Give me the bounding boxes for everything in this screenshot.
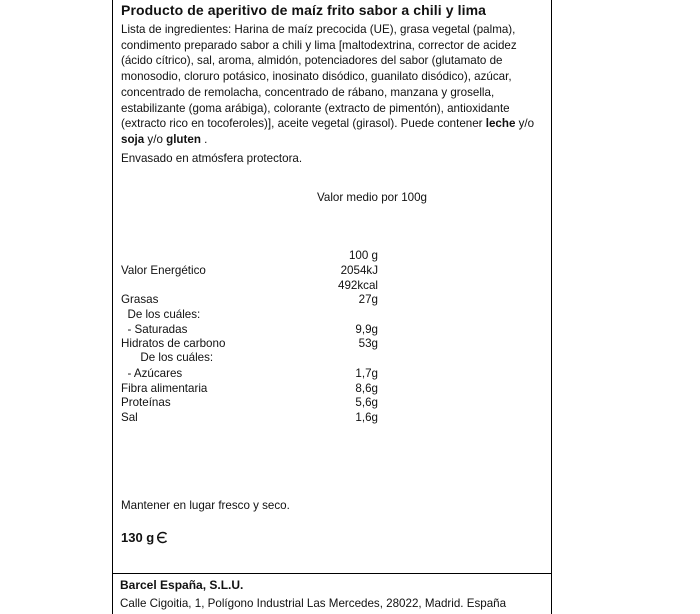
nutrition-row — [121, 395, 541, 410]
company-address: Calle Cigoitia, 1, Polígono Industrial Las Mercedes, 28022, Madrid. España — [120, 597, 507, 610]
nutrition-value: 1,7g — [355, 367, 378, 380]
nutrition-row — [121, 278, 541, 293]
product-title: Producto de aperitivo de maíz frito sabor a chili y lima — [121, 2, 487, 18]
nutrition-row — [121, 322, 541, 337]
nutrition-row — [121, 292, 541, 307]
nutrition-value: 9,9g — [355, 323, 378, 336]
nutrition-value: 1,6g — [355, 411, 378, 424]
net-weight — [121, 530, 169, 545]
nutrition-row — [121, 307, 541, 322]
product-label — [112, 0, 552, 614]
nutrition-row — [121, 366, 541, 381]
nutrition-row — [121, 336, 541, 351]
nutrition-value: 492kcal — [338, 279, 378, 292]
ingredients-end: . — [200, 132, 208, 146]
company-name: Barcel España, S.L.U. — [120, 578, 244, 592]
nutrition-value: 5,6g — [355, 396, 378, 409]
packaging-note: Envasado en atmósfera protectora. — [121, 152, 303, 165]
nutrition-value: 2054kJ — [340, 264, 378, 277]
nutrition-value: 8,6g — [355, 382, 378, 395]
nutrition-subtitle: Valor medio por 100g — [317, 191, 427, 204]
net-weight-value: 130 g — [121, 530, 155, 545]
nutrition-label: - Azúcares — [121, 367, 183, 380]
nutrition-label: De los cuáles: — [121, 351, 214, 364]
nutrition-value: 53g — [358, 337, 378, 350]
allergen-leche: leche — [485, 117, 516, 131]
ingredients-sep-2: y/o — [144, 132, 167, 146]
nutrition-label: - Saturadas — [121, 323, 188, 336]
nutrition-label: Sal — [121, 411, 138, 424]
ingredients-list — [121, 22, 549, 148]
nutrition-row — [121, 350, 541, 365]
ingredients-sep-1: y/o — [515, 117, 535, 131]
nutrition-row — [121, 381, 541, 396]
nutrition-label: Hidratos de carbono — [121, 337, 226, 350]
nutrition-label: Fibra alimentaria — [121, 382, 208, 395]
allergen-soja: soja — [121, 132, 145, 146]
nutrition-row — [121, 410, 541, 425]
nutrition-column-header: 100 g — [348, 249, 378, 262]
nutrition-header-row — [121, 248, 541, 263]
allergen-gluten: gluten — [166, 132, 201, 146]
nutrition-label: Valor Energético — [121, 264, 206, 277]
storage-note: Mantener en lugar fresco y seco. — [121, 499, 290, 512]
nutrition-value: 27g — [358, 293, 378, 306]
nutrition-label: De los cuáles: — [121, 308, 201, 321]
nutrition-label: Grasas — [121, 293, 159, 306]
ingredients-text: Lista de ingredientes: Harina de maíz precocida (UE), grasa vegetal (palma), condimento preparado sabor a chili y lima [maltodextrina, corrector de acidez (ácido cítrico), sal, aroma, almidón, potenciadores del sabor (glutamato de monosodio, cloruro potásico, inosinato disódico, guanilato disódico), azúcar, concentrado de remolacha, concentrado de rábano, manzana y grosella, estabilizante (goma arábiga), colorante (extracto de pimentón), antioxidante (extracto rico en tocoferoles)], aceite vegetal (girasol). Puede contener — [121, 23, 517, 131]
nutrition-label: Proteínas — [121, 396, 171, 409]
estimated-e-mark-icon — [156, 531, 169, 544]
nutrition-row — [121, 263, 541, 278]
label-box-main — [112, 0, 552, 574]
